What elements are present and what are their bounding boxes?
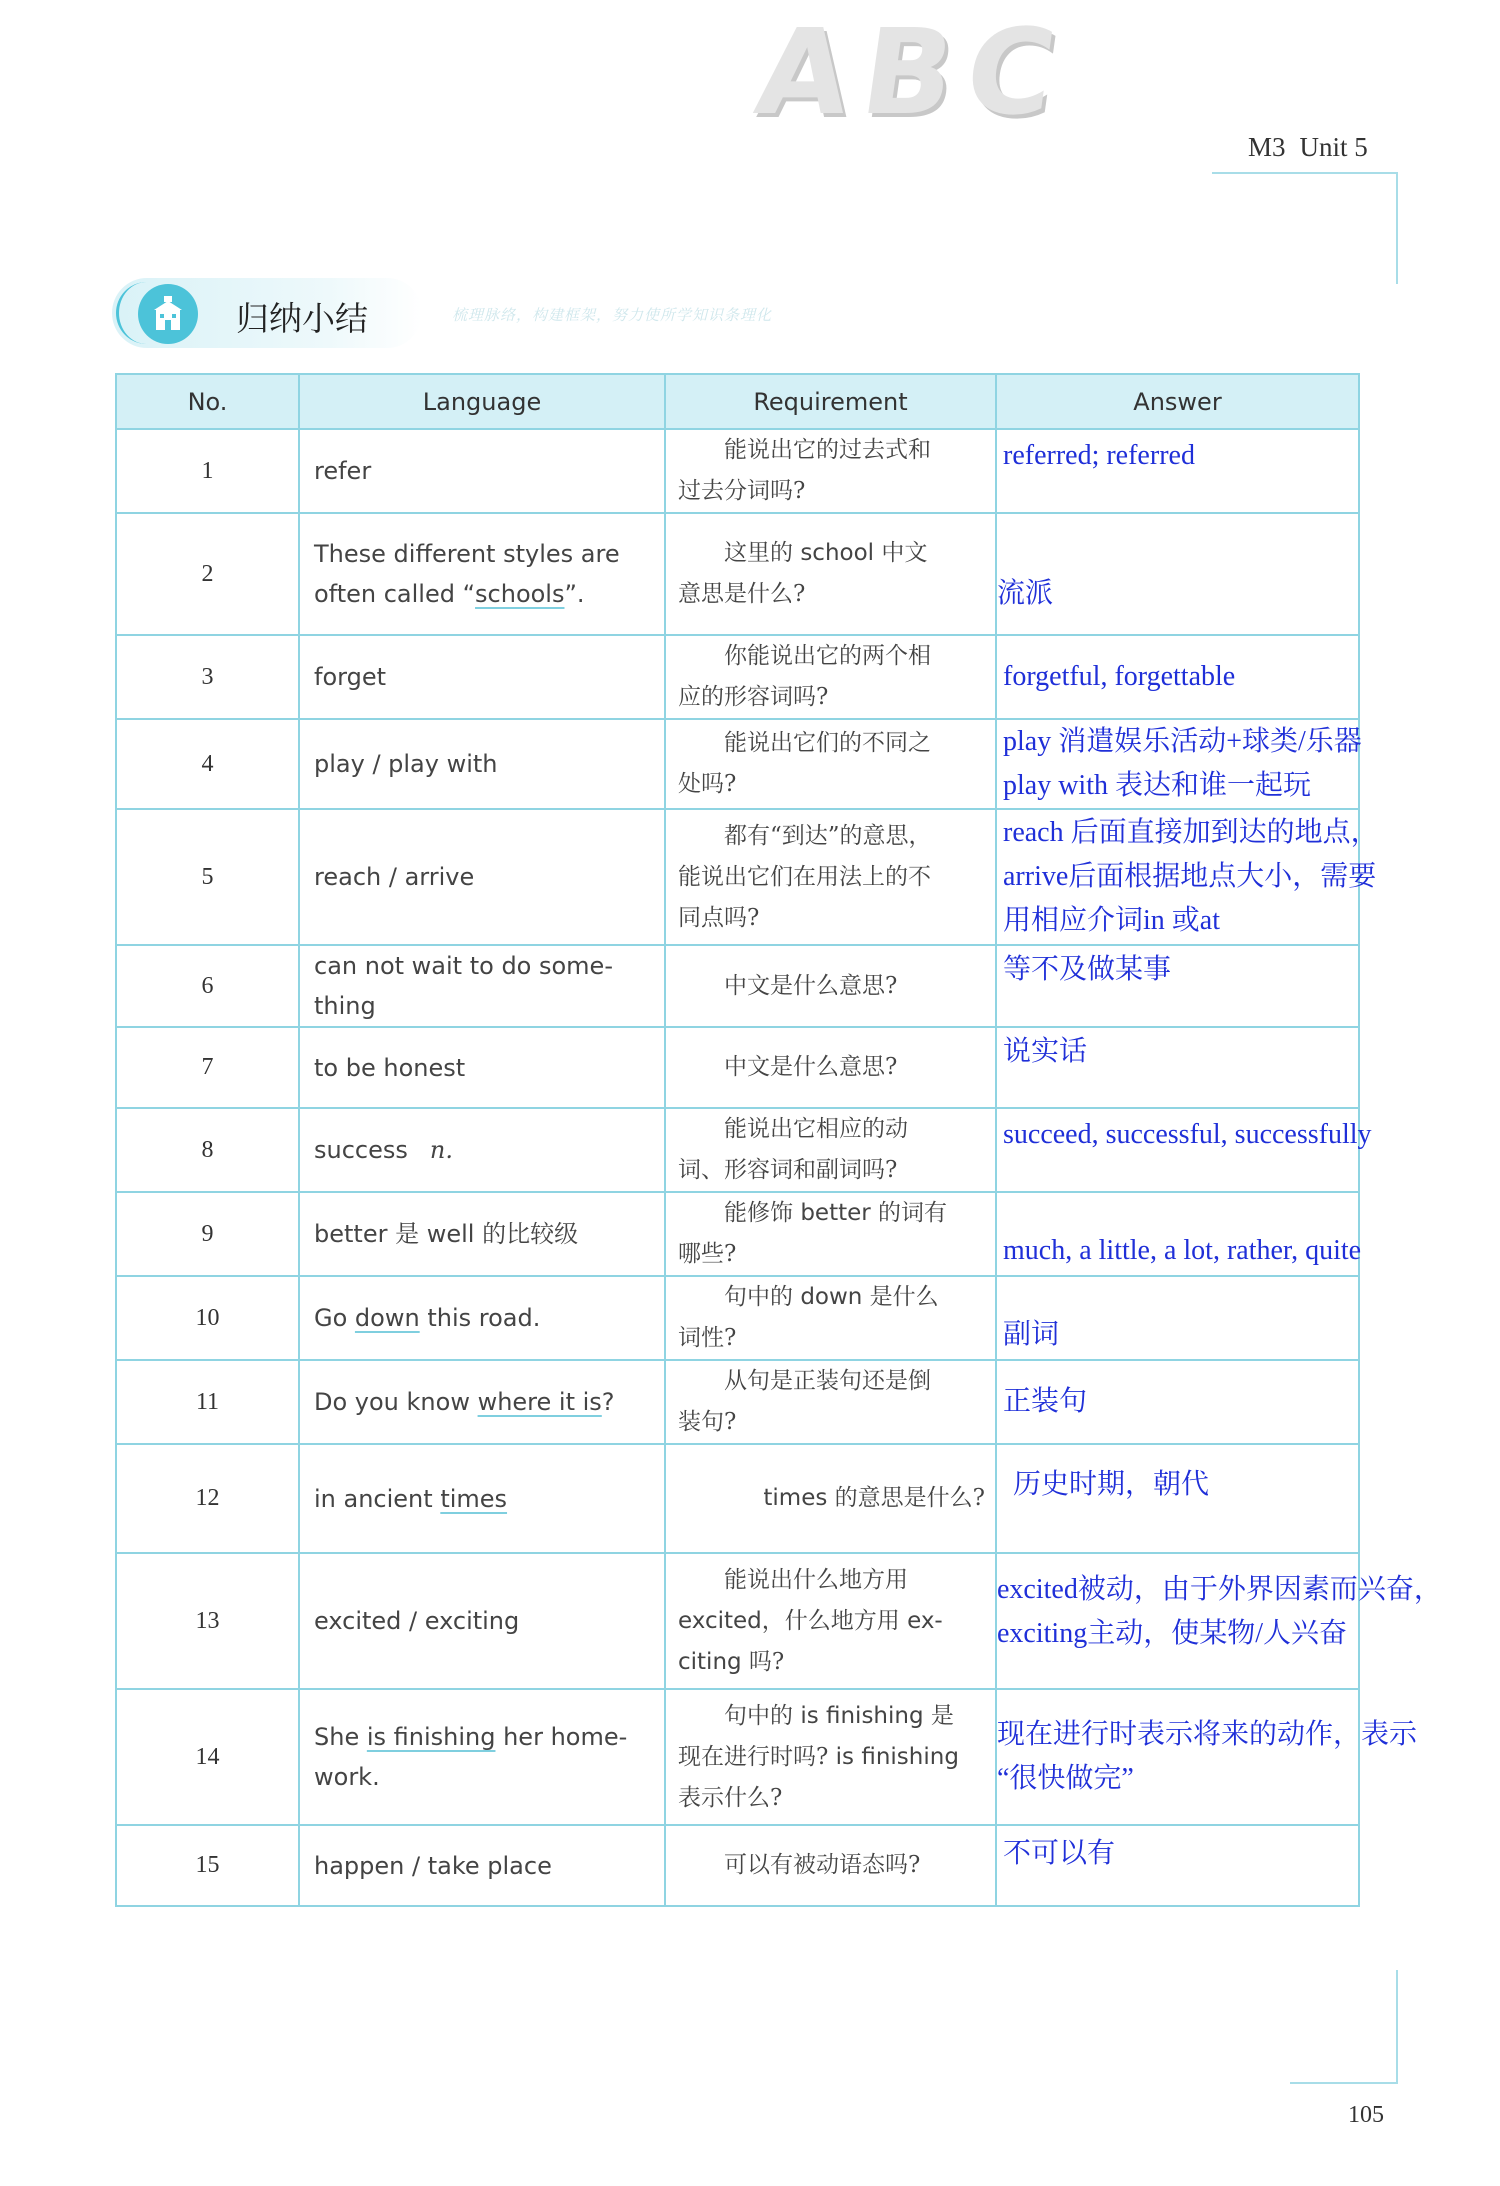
table-row	[116, 1108, 1359, 1192]
row-number: 8	[116, 1108, 299, 1192]
row-number: 11	[116, 1360, 299, 1444]
answer-cell	[996, 429, 1359, 513]
requirement-text: 词、形容词和副词吗?	[678, 1157, 898, 1183]
header-vertical-rule	[1396, 172, 1398, 284]
requirement-keyword: times	[763, 1485, 828, 1511]
answer-text: 用相应介词in 或at	[1003, 905, 1220, 936]
answer-text: 正装句	[1003, 1386, 1088, 1417]
language-text: in ancient	[314, 1484, 441, 1513]
row-number: 6	[116, 945, 299, 1027]
row-number: 5	[116, 809, 299, 945]
requirement-cell	[665, 635, 996, 719]
language-cell	[299, 945, 665, 1027]
summary-table	[115, 373, 1442, 1907]
answer-text: much, a little, a lot, rather, quite	[1003, 1235, 1362, 1266]
language-text: to be honest	[314, 1053, 466, 1082]
language-text: often called “	[314, 580, 476, 608]
header-answer: Answer	[996, 374, 1359, 429]
answer-cell	[996, 719, 1362, 809]
table-row	[116, 1689, 1359, 1825]
requirement-text: 能说出它的过去式和	[724, 437, 931, 463]
requirement-text: 是什么	[862, 1284, 939, 1310]
requirement-text: 能说出它们的不同之	[724, 730, 931, 756]
language-text: Do you know	[314, 1388, 478, 1416]
requirement-keyword: citing	[678, 1648, 742, 1675]
requirement-cell	[665, 1108, 996, 1192]
language-underlined: schools	[475, 580, 565, 608]
language-text: thing	[314, 992, 376, 1020]
requirement-text: 可以有被动语态吗?	[724, 1852, 921, 1878]
language-cell	[299, 809, 665, 945]
table-row	[116, 809, 1359, 945]
requirement-text: 表示什么?	[678, 1784, 783, 1811]
requirement-text: 中文	[874, 540, 928, 566]
row-number: 1	[116, 429, 299, 513]
requirement-text: 的词有	[870, 1200, 948, 1226]
requirement-text: 应的形容词吗?	[678, 684, 829, 710]
requirement-text: 能说出它相应的动	[724, 1116, 908, 1142]
section-tagline: 梳理脉络，构建框架，努力使所学知识条理化	[452, 306, 773, 324]
requirement-text: 中文是什么意思?	[724, 1054, 898, 1080]
requirement-keyword: excited	[678, 1607, 762, 1634]
requirement-text: 句中的	[724, 1284, 801, 1310]
table-row	[116, 429, 1359, 513]
language-text: reach / arrive	[314, 863, 475, 891]
header-no: No.	[116, 374, 299, 429]
unit-label: Unit 5	[1299, 132, 1368, 162]
language-text: Go	[314, 1304, 355, 1332]
requirement-text: 意思是什么?	[678, 581, 806, 607]
answer-cell	[996, 1192, 1362, 1276]
language-cell	[299, 1108, 665, 1192]
language-underlined: where it is	[477, 1388, 602, 1416]
requirement-cell	[665, 429, 996, 513]
row-number: 15	[116, 1825, 299, 1906]
requirement-cell	[665, 1192, 996, 1276]
answer-cell	[996, 513, 1359, 635]
row-number: 2	[116, 513, 299, 635]
requirement-keyword: is finishing	[835, 1743, 959, 1770]
requirement-text: 从句是正装句还是倒	[724, 1368, 931, 1394]
answer-cell	[996, 1553, 1442, 1689]
unit-header	[1248, 132, 1382, 163]
requirement-cell	[665, 1444, 996, 1553]
answer-text: reach 后面直接加到达的地点，	[1003, 817, 1379, 848]
requirement-cell	[665, 513, 996, 635]
requirement-text: 中文是什么意思?	[724, 972, 898, 999]
answer-cell	[996, 809, 1379, 945]
answer-cell	[996, 1825, 1359, 1906]
requirement-cell	[665, 1276, 996, 1360]
language-cell	[299, 1825, 665, 1906]
header-rule	[1212, 172, 1398, 174]
page-number: 105	[1348, 2102, 1384, 2128]
language-cell	[299, 635, 665, 719]
language-underlined: times	[440, 1484, 508, 1513]
language-text: work.	[314, 1763, 380, 1791]
language-text: success	[314, 1136, 408, 1164]
table-row	[116, 719, 1359, 809]
answer-text: 流派	[997, 578, 1054, 609]
requirement-text: 是	[923, 1702, 954, 1729]
requirement-text: 词性?	[678, 1325, 737, 1351]
requirement-text: 都有“到达”的意思，	[724, 822, 932, 849]
answer-cell	[996, 1360, 1359, 1444]
language-text: ”.	[564, 580, 585, 608]
answer-text: forgetful, forgettable	[1003, 661, 1236, 692]
answer-cell	[996, 1027, 1359, 1108]
language-underlined: down	[354, 1304, 420, 1332]
row-number: 9	[116, 1192, 299, 1276]
table-row	[116, 1360, 1359, 1444]
language-cell	[299, 1276, 665, 1360]
module-label: M3	[1248, 132, 1286, 162]
requirement-cell	[665, 1360, 996, 1444]
answer-text: “很快做完”	[997, 1763, 1134, 1794]
language-text: excited / exciting	[314, 1607, 520, 1635]
requirement-cell	[665, 809, 996, 945]
requirement-keyword: down	[800, 1284, 863, 1310]
language-cell	[299, 719, 665, 809]
answer-text: 历史时期，朝代	[1013, 1469, 1210, 1500]
language-text: forget	[314, 663, 386, 691]
row-number: 12	[116, 1444, 299, 1553]
answer-text: 现在进行时表示将来的动作，表示	[997, 1719, 1418, 1750]
requirement-text: 过去分词吗?	[678, 478, 806, 504]
answer-cell	[996, 945, 1359, 1027]
row-number: 13	[116, 1553, 299, 1689]
requirement-text: 的意思是什么?	[827, 1485, 985, 1511]
answer-text: play 消遣娱乐活动+球类/乐器	[1003, 726, 1362, 757]
table-row	[116, 1027, 1359, 1108]
header-language: Language	[299, 374, 665, 429]
answer-text: 说实话	[1003, 1036, 1088, 1067]
language-text: this road.	[419, 1304, 541, 1332]
language-cell	[299, 513, 665, 635]
row-number: 4	[116, 719, 299, 809]
requirement-text: 哪些?	[678, 1241, 737, 1267]
answer-cell	[996, 1689, 1418, 1825]
table-row	[116, 1553, 1359, 1689]
requirement-text: 现在进行时吗?	[678, 1743, 836, 1770]
language-text: refer	[314, 457, 372, 485]
answer-cell	[996, 635, 1359, 719]
requirement-text: 吗?	[741, 1648, 785, 1675]
table-row	[116, 1192, 1359, 1276]
abc-logo: ABC	[748, 3, 1078, 141]
answer-cell	[996, 1108, 1372, 1192]
answer-cell	[996, 1276, 1359, 1360]
requirement-text: 处吗?	[678, 771, 737, 797]
footer-vertical-rule	[1396, 1970, 1398, 2082]
requirement-text: 能说出什么地方用	[724, 1566, 908, 1593]
requirement-keyword: ex-	[907, 1607, 943, 1634]
row-number: 7	[116, 1027, 299, 1108]
answer-text: excited被动，由于外界因素而兴奋，	[997, 1574, 1442, 1605]
requirement-cell	[665, 945, 996, 1027]
table-row	[116, 1825, 1359, 1906]
requirement-text: 这里的	[724, 540, 801, 566]
table-row	[116, 513, 1359, 635]
language-cell	[299, 1360, 665, 1444]
requirement-text: 能修饰	[724, 1200, 801, 1226]
table-header-row	[116, 374, 1359, 429]
language-underlined: is finishing	[366, 1723, 496, 1751]
language-text: ?	[601, 1388, 615, 1416]
requirement-text: 同点吗?	[678, 904, 760, 931]
row-number: 3	[116, 635, 299, 719]
requirement-text: 能说出它们在用法上的不	[678, 863, 931, 890]
requirement-keyword: better	[800, 1200, 871, 1226]
answer-text: referred; referred	[1003, 440, 1195, 471]
footer-rule	[1290, 2082, 1398, 2084]
language-text: These different styles are	[314, 540, 620, 568]
row-number: 10	[116, 1276, 299, 1360]
answer-text: arrive后面根据地点大小，需要	[1003, 861, 1377, 892]
requirement-cell	[665, 1027, 996, 1108]
language-cell	[299, 1027, 665, 1108]
requirement-text: 装句?	[678, 1409, 737, 1435]
requirement-cell	[665, 719, 996, 809]
answer-text: 副词	[1003, 1319, 1060, 1350]
language-cell	[299, 1192, 665, 1276]
answer-text: exciting主动，使某物/人兴奋	[997, 1618, 1347, 1649]
language-cell	[299, 1444, 665, 1553]
table-row	[116, 1276, 1359, 1360]
language-text: She	[314, 1723, 367, 1751]
requirement-keyword: is finishing	[800, 1702, 924, 1729]
requirement-cell	[665, 1553, 996, 1689]
section-title: 归纳小结	[236, 299, 368, 338]
part-of-speech: n.	[429, 1136, 453, 1164]
requirement-text: 句中的	[724, 1702, 801, 1729]
table-row	[116, 945, 1359, 1027]
language-cell	[299, 1553, 665, 1689]
answer-text: 不可以有	[1003, 1838, 1116, 1869]
language-text: her home-	[495, 1723, 628, 1751]
language-text: happen / take place	[314, 1851, 552, 1880]
answer-text: succeed, successful, successfully	[1003, 1119, 1372, 1150]
requirement-text: ，什么地方用	[761, 1607, 908, 1634]
school-building-icon	[138, 284, 198, 344]
requirement-cell	[665, 1825, 996, 1906]
answer-cell	[996, 1444, 1359, 1553]
language-cell	[299, 429, 665, 513]
language-text: can not wait to do some-	[314, 952, 613, 980]
requirement-keyword: school	[800, 540, 875, 566]
language-cell	[299, 1689, 665, 1825]
answer-text: play with 表达和谁一起玩	[1003, 770, 1311, 801]
answer-text: 等不及做某事	[1003, 954, 1172, 985]
requirement-cell	[665, 1689, 996, 1825]
language-text: play / play with	[314, 750, 498, 778]
header-requirement: Requirement	[665, 374, 996, 429]
row-number: 14	[116, 1689, 299, 1825]
requirement-text: 你能说出它的两个相	[724, 643, 931, 669]
table-row	[116, 1444, 1359, 1553]
table-row	[116, 635, 1359, 719]
language-text: better 是 well 的比较级	[314, 1220, 579, 1248]
